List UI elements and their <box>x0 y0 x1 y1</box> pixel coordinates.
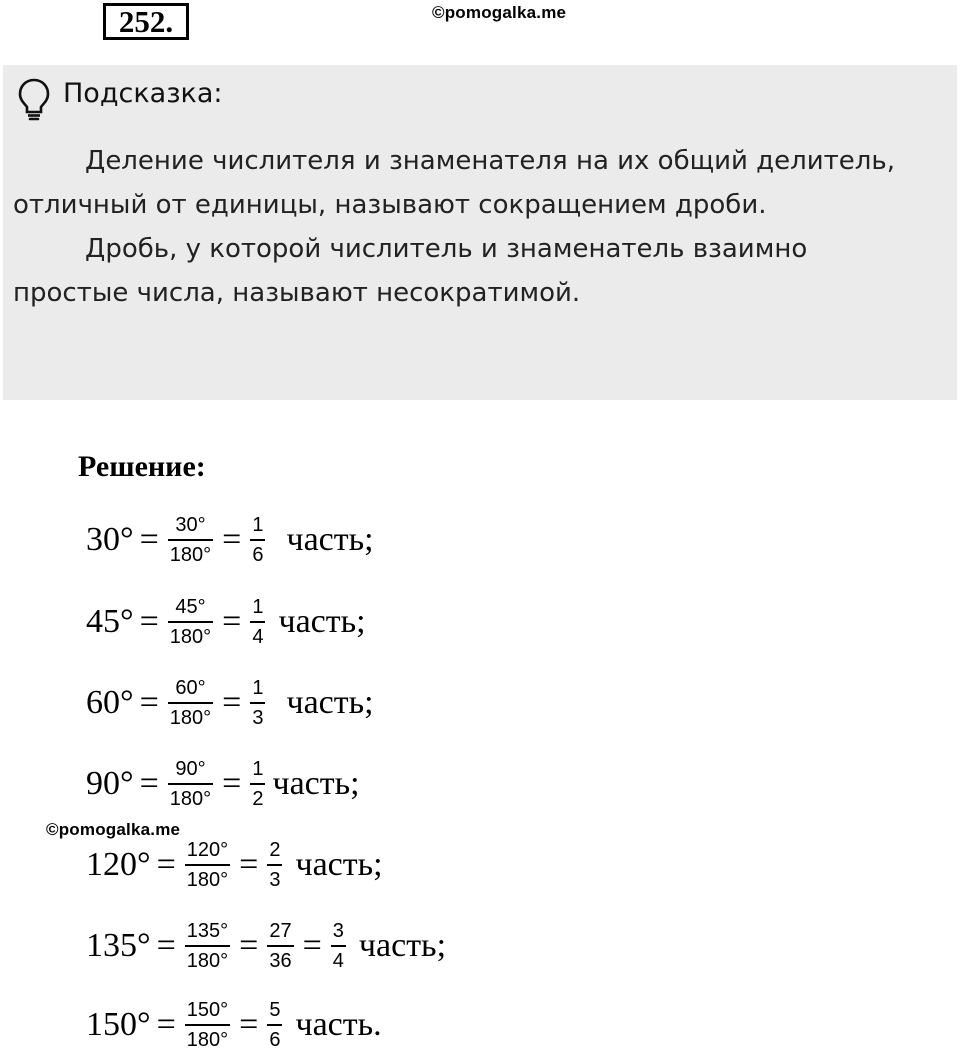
equals-sign: = <box>302 927 322 964</box>
fraction <box>185 998 230 1052</box>
denominator: 6 <box>267 1024 282 1052</box>
task-number: 252. <box>103 3 189 40</box>
denominator: 180° <box>185 945 230 973</box>
equation-row <box>86 754 360 814</box>
equation-lhs: 150° <box>86 1006 151 1043</box>
equation-word: часть. <box>295 1006 382 1043</box>
equation-lhs: 60° <box>86 684 134 721</box>
equation-lhs: 135° <box>86 927 151 964</box>
numerator: 90° <box>175 758 206 780</box>
denominator: 6 <box>250 539 265 567</box>
equation-row <box>86 510 374 570</box>
equals-sign: = <box>222 684 242 721</box>
numerator: 1 <box>252 596 264 618</box>
equation-lhs: 90° <box>86 765 134 802</box>
equals-sign: = <box>156 927 176 964</box>
denominator: 3 <box>250 702 265 730</box>
equals-sign: = <box>156 846 176 883</box>
equals-sign: = <box>156 1006 176 1043</box>
watermark-middle: ©pomogalka.me <box>46 820 181 839</box>
fraction <box>185 919 230 973</box>
equation-word: часть; <box>295 846 383 883</box>
fraction <box>168 595 213 649</box>
fraction <box>168 757 213 811</box>
equals-sign: = <box>139 684 159 721</box>
equation-row <box>86 673 374 733</box>
denominator: 4 <box>250 621 265 649</box>
numerator: 3 <box>332 920 344 942</box>
fraction <box>267 838 282 892</box>
equals-sign: = <box>222 603 242 640</box>
equation-lhs: 30° <box>86 521 134 558</box>
equation-row <box>86 835 383 895</box>
numerator: 60° <box>175 677 206 699</box>
fraction <box>168 676 213 730</box>
equals-sign: = <box>139 603 159 640</box>
equals-sign: = <box>239 927 259 964</box>
equals-sign: = <box>139 765 159 802</box>
numerator: 1 <box>252 514 264 536</box>
fraction <box>250 595 265 649</box>
numerator: 1 <box>252 758 264 780</box>
equals-sign: = <box>222 521 242 558</box>
equation-word: часть; <box>358 927 447 964</box>
fraction <box>267 919 293 973</box>
numerator: 1 <box>252 677 264 699</box>
fraction <box>250 513 265 567</box>
denominator: 180° <box>168 783 213 811</box>
equals-sign: = <box>139 521 159 558</box>
equals-sign: = <box>222 765 242 802</box>
denominator: 180° <box>185 1024 230 1052</box>
hint-box <box>3 65 957 400</box>
hint-paragraph-2: Дробь, у которой числитель и знаменатель взаимно простые числа, называют несократимой. <box>13 234 808 308</box>
equation-row <box>86 592 366 652</box>
denominator: 180° <box>168 539 213 567</box>
numerator: 27 <box>269 920 292 942</box>
denominator: 180° <box>185 864 230 892</box>
denominator: 180° <box>168 702 213 730</box>
solution-title: Решение: <box>78 450 206 483</box>
numerator: 30° <box>175 514 206 536</box>
hint-text <box>13 139 913 315</box>
numerator: 5 <box>269 999 281 1021</box>
equation-word: часть; <box>286 684 374 721</box>
equation-word: часть; <box>286 521 374 558</box>
denominator: 180° <box>168 621 213 649</box>
equals-sign: = <box>239 846 259 883</box>
equation-row <box>86 995 382 1055</box>
numerator: 45° <box>175 596 206 618</box>
numerator: 135° <box>186 920 229 942</box>
hint-title: Подсказка: <box>63 78 223 109</box>
lightbulb-icon <box>17 77 51 121</box>
fraction <box>185 838 230 892</box>
equation-lhs: 120° <box>86 846 151 883</box>
fraction <box>168 513 213 567</box>
fraction <box>250 676 265 730</box>
fraction <box>331 919 346 973</box>
fraction <box>267 998 282 1052</box>
numerator: 150° <box>186 999 229 1021</box>
numerator: 2 <box>269 839 281 861</box>
equation-word: часть; <box>272 765 360 802</box>
numerator: 120° <box>186 839 229 861</box>
denominator: 36 <box>267 945 293 973</box>
watermark-top: ©pomogalka.me <box>432 3 567 22</box>
fraction <box>250 757 265 811</box>
denominator: 3 <box>267 864 282 892</box>
hint-paragraph-1: Деление числителя и знаменателя на их общий делитель, отличный от единицы, называют сокращением дроби. <box>13 146 896 220</box>
equation-lhs: 45° <box>86 603 134 640</box>
denominator: 2 <box>250 783 265 811</box>
denominator: 4 <box>331 945 346 973</box>
equation-row <box>86 916 446 976</box>
equation-word: часть; <box>278 603 366 640</box>
equals-sign: = <box>239 1006 259 1043</box>
